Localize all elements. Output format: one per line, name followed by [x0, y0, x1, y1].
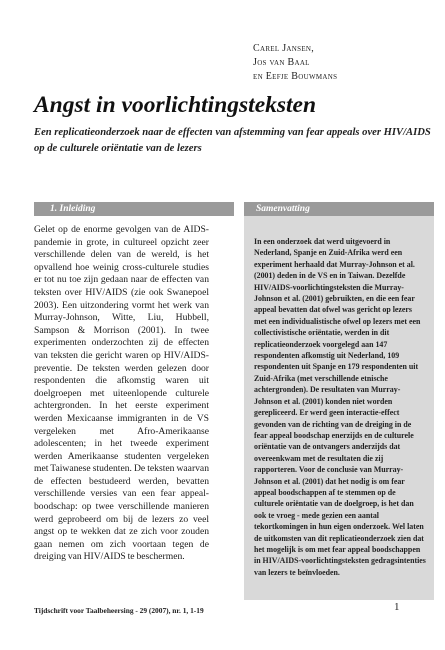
summary-box [244, 202, 434, 600]
page-number: 1 [394, 601, 400, 613]
article-title: Angst in voorlichtingsteksten [34, 92, 317, 118]
author-name: Carel Jansen, [253, 43, 315, 54]
section-heading: 1. Inleiding [50, 204, 96, 214]
body-paragraph: Gelet op de enorme gevolgen van de AIDS-pandemie in grote, in cultureel opzicht zeer verschillende delen van de wereld, is het opvallend hoe weinig cross-culturele studies er tot nu toe zijn gedaan naar de effecten van teksten over HIV/AIDS (zie ook Swanepoel 2003). Een uitzondering vormt het werk van Murray-Johnson, Witte, Liu, Hubbell, Sampson & Morrison (2001). In twee experimenten onderzochten zij de effecten van teksten die gericht waren op HIV/AIDS-preventie. De teksten werden gelezen door respondenten die afkomstig waren uit doelgroepen met uiteenlopende culturele achtergronden. In het eerste experiment werden Mexicaanse immigranten in de VS vergeleken met Afro-Amerikaanse adolescenten; in het tweede experiment werden Amerikaanse studenten vergeleken met Taiwanese studenten. De teksten waarvan de effecten bestudeerd werden, bevatten verschillende versies van een fear appeal-boodschap: op twee verschillende manieren werd geprobeerd om bij de lezers zo veel angst op te wekken dat ze zich voor zouden gaan nemen om zich voortaan tegen de dreiging van HIV/AIDS te beschermen. [34, 224, 209, 563]
author-name: en Eefje Bouwmans [253, 71, 338, 82]
summary-heading: Samenvatting [256, 204, 310, 214]
section-heading-bar [34, 202, 234, 216]
journal-citation: Tijdschrift voor Taalbeheersing - 29 (2007), nr. 1, 1-19 [34, 606, 204, 615]
author-list [253, 42, 433, 84]
summary-text: In een onderzoek dat werd uitgevoerd in Nederland, Spanje en Zuid-Afrika werd een experiment herhaald dat Murray-Johnson et al. (2001) deden in de VS en in Taiwan. Dezelfde HIV/AIDS-voorlichtingsteksten die Murray-Johnson et al. (2001) gebruikten, en die een fear appeal bevatten dat ofwel was gericht op lezers met een individualistische ofwel op lezers met een collectivistische oriëntatie, werden in dit replicatieonderzoek voorgelegd aan 147 respondenten afkomstig uit Nederland, 109 respondenten uit Spanje en 179 respondenten uit Zuid-Afrika (met verschillende etnische achtergronden). De resultaten van Murray-Johnson et al. (2001) konden niet worden gerepliceerd. Er werd geen interactie-effect gevonden van de richting van de dreiging in de fear appeal boodschap enerzijds en de culturele oriëntatie van de ontvangers anderzijds dat overeenkwam met de resultaten die zij rapporteren. Voor de conclusie van Murray-Johnson et al. (2001) dat het nodig is om fear appeal boodschappen af te stemmen op de culturele oriëntatie van de doelgroep, is het dan ook te vroeg - mede gezien een aantal tekortkomingen in hun eigen onderzoek. Wel laten de uitkomsten van dit replicatieonderzoek zien dat het mogelijk is om met fear appeal boodschappen in HIV/AIDS-voorlichtingsteksten gedragsintenties van lezers te beïnvloeden. [254, 237, 426, 577]
author-name: Jos van Baal [253, 57, 310, 68]
article-subtitle: Een replicatieonderzoek naar de effecten van afstemming van fear appeals over HIV/AIDS op de culturele oriëntatie van de lezers [34, 127, 431, 154]
summary-heading-bar [244, 202, 434, 216]
